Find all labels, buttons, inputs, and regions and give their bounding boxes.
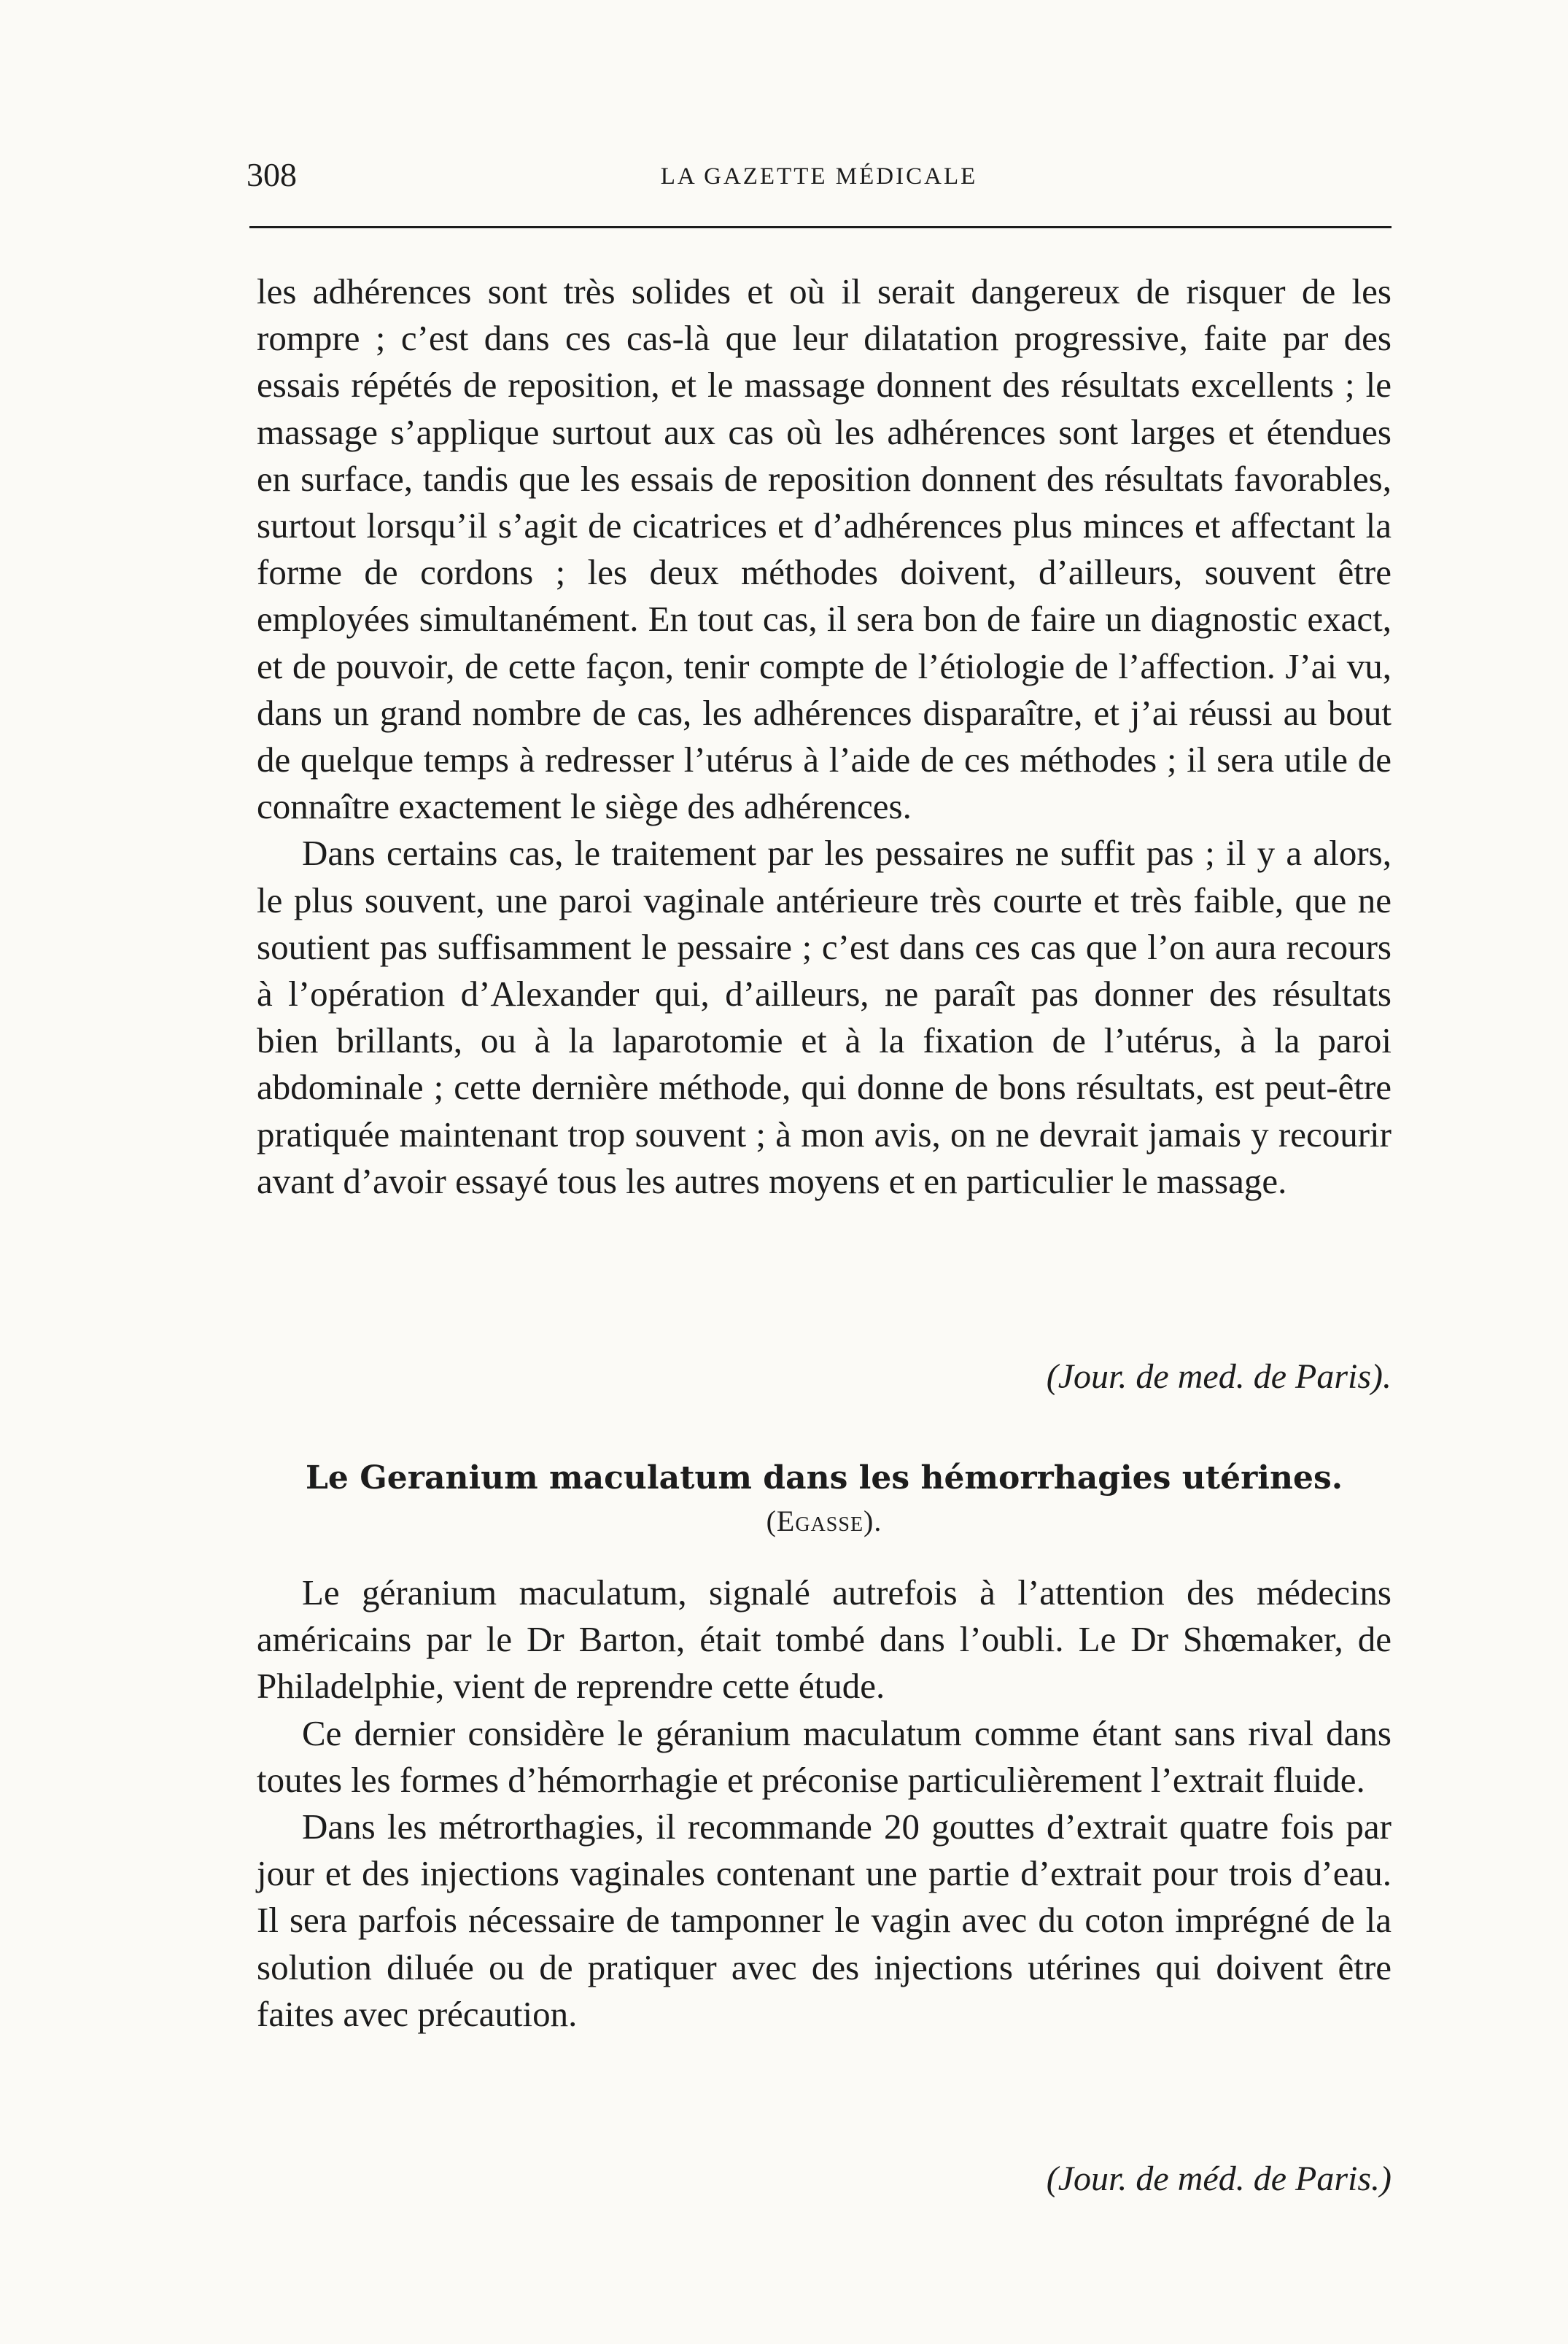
paragraph-geranium-rival: Ce dernier considère le géranium maculatum comme étant sans rival dans toutes les formes d’hémorrhagie et préconise particulièrement l’extrait fluide. xyxy=(257,1712,1392,1800)
article-body xyxy=(257,1569,1392,2038)
paragraph-geranium-intro: Le géranium maculatum, signalé autrefois à l’attention des médecins américains par le Dr Barton, était tombé dans l’oubli. Le Dr Shœmaker, de Philadelphie, vient de reprendre cette étude. xyxy=(257,1572,1392,1707)
paragraph-metrorrhagies: Dans les métrorthagies, il recommande 20 gouttes d’extrait quatre fois par jour et des injections vaginales contenant une partie d’extrait pour trois d’eau. Il sera parfois nécessaire de tamponner le vagin avec du coton imprégné de la solution diluée ou de pratiquer avec des injections utérines qui doivent être faites avec précaution. xyxy=(257,1806,1392,2034)
page-header xyxy=(247,155,1392,206)
article-author: (Egasse). xyxy=(766,1505,882,1537)
running-head: LA GAZETTE MÉDICALE xyxy=(660,163,978,190)
article-title xyxy=(257,1457,1392,1542)
article-title-text: Le Geranium maculatum dans les hémorrhagies utérines. xyxy=(305,1459,1343,1497)
paragraph-pessaires: Dans certains cas, le traitement par les pessaires ne suffit pas ; il y a alors, le plus souvent, une paroi vaginale antérieure très courte et très faible, que ne soutient pas suffisamment le pessaire ; c’est dans ces cas que l’on aura recours à l’opération d’Alexander qui, d’ailleurs, ne paraît pas donner des résultats bien brillants, ou à la laparotomie et à la fixation de l’utérus, à la paroi abdominale ; cette dernière méthode, qui donne de bons résultats, est peut-être pratiquée maintenant trop souvent ; à mon avis, on ne devrait jamais y recourir avant d’avoir essayé tous les autres moyens et en particulier le massage. xyxy=(257,833,1392,1201)
citation-section1: (Jour. de med. de Paris). xyxy=(1046,1357,1392,1396)
section-continuation xyxy=(257,268,1392,1205)
citation-article: (Jour. de méd. de Paris.) xyxy=(1046,2159,1392,2198)
page-number: 308 xyxy=(247,156,297,193)
header-rule xyxy=(249,226,1392,228)
paragraph-continued: les adhérences sont très solides et où il serait dangereux de risquer de les rompre ; c’est dans ces cas-là que leur dilatation progressive, faite par des essais répétés de reposition, et le massage donnent des résultats excellents ; le massage s’applique surtout aux cas où les adhérences sont larges et étendues en surface, tandis que les essais de reposition donnent des résultats favorables, surtout lorsqu’il s’agit de cicatrices et d’adhérences plus minces et affectant la forme de cordons ; les deux méthodes doivent, d’ailleurs, souvent être employées simultanément. En tout cas, il sera bon de faire un diagnostic exact, et de pouvoir, de cette façon, tenir compte de l’étiologie de l’affection. J’ai vu, dans un grand nombre de cas, les adhérences disparaître, et j’ai réussi au bout de quelque temps à redresser l’utérus à l’aide de ces méthodes ; il sera utile de connaître exactement le siège des adhérences. xyxy=(257,271,1392,827)
